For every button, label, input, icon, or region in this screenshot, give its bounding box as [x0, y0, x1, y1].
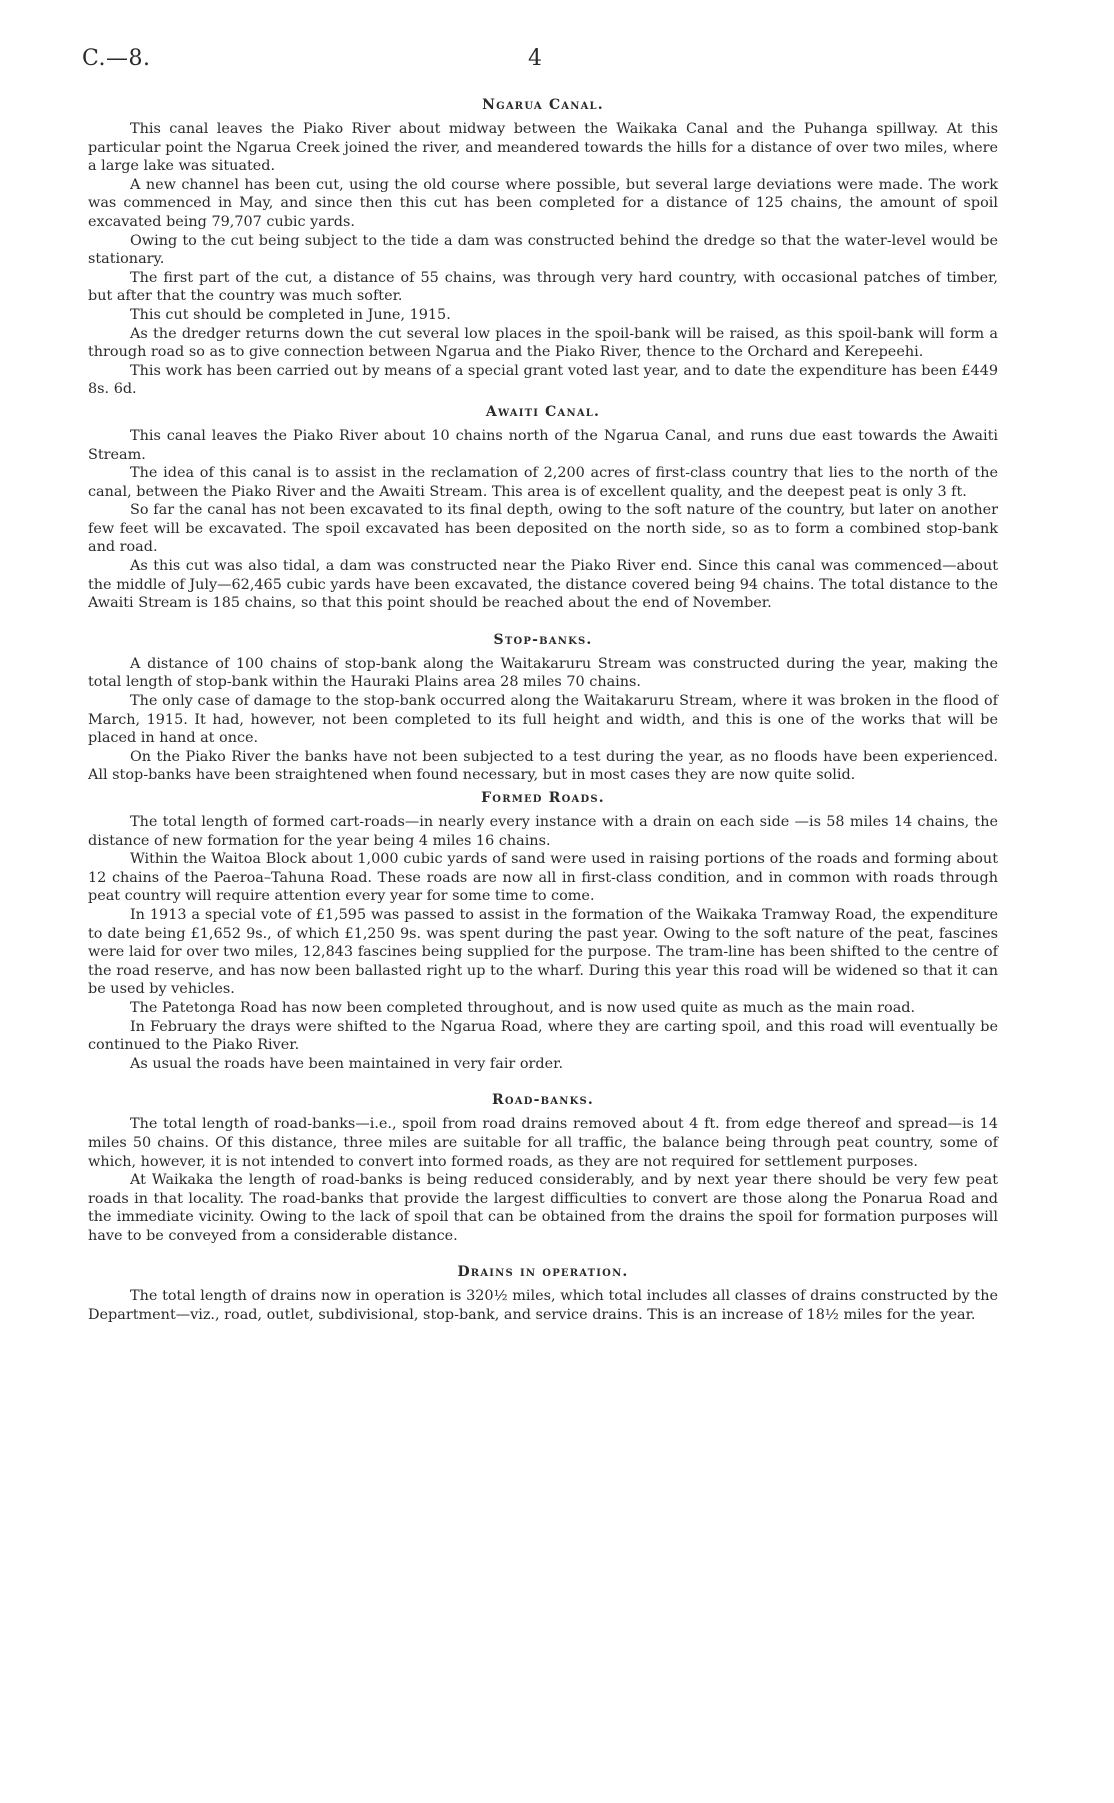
paragraph: The first part of the cut, a distance of 55 chains, was through very hard country, with occasional patches of timber, but after that the country was much softer.	[88, 269, 998, 305]
running-header	[74, 46, 1040, 76]
paragraph: This canal leaves the Piako River about 10 chains north of the Ngarua Canal, and runs due east towards the Awaiti Stream.	[88, 427, 998, 463]
paragraph: The total length of road-banks—i.e., spoil from road drains removed about 4 ft. from edge thereof and spread—is 14 miles 50 chains. Of this distance, three miles are suitable for all traffic, the balance being through peat country, some of which, however, it is not intended to convert into formed roads, as they are not required for settlement purposes.	[88, 1116, 998, 1170]
section-drains-in-operation	[88, 1263, 998, 1324]
section-heading: Road-banks.	[492, 1092, 594, 1109]
paragraph: This work has been carried out by means of a special grant voted last year, and to date the expenditure has been £449 8s. 6d.	[88, 362, 998, 398]
section-stop-banks	[88, 631, 998, 785]
paragraph: As usual the roads have been maintained in very fair order.	[130, 1055, 564, 1072]
paragraph: As the dredger returns down the cut several low places in the spoil-bank will be raised, as this spoil-bank will form a through road so as to give connection between Ngarua and the Piako River, thence to the Orchard and Kerepeehi.	[88, 325, 998, 361]
paragraph: The total length of formed cart-roads—in nearly every instance with a drain on each side —is 58 miles 14 chains, the distance of new formation for the year being 4 miles 16 chains.	[88, 814, 998, 849]
section-ngarua-canal	[88, 96, 998, 399]
paragraph: Within the Waitoa Block about 1,000 cubic yards of sand were used in raising portions of the roads and forming about 12 chains of the Paeroa–Tahuna Road. These roads are now all in first-class condition, and in common with roads through peat country will require attention every year for some time to come.	[88, 851, 998, 905]
paragraph: The only case of damage to the stop-bank occurred along the Waitakaruru Stream, where it was broken in the flood of March, 1915. It had, however, not been completed to its full height and width, and this is one of the works that will be placed in hand at once.	[88, 693, 998, 747]
paragraph: This canal leaves the Piako River about midway between the Waikaka Canal and the Puhanga spillway. At this particular point the Ngarua Creek joined the river, and meandered towards the hills for a distance of over two miles, where a large lake was situated.	[88, 121, 998, 175]
section-heading: Drains in operation.	[457, 1264, 629, 1281]
section-heading: Formed Roads.	[481, 790, 605, 806]
page-number: 4	[528, 46, 543, 71]
paragraph: Owing to the cut being subject to the tide a dam was constructed behind the dredge so that the water-level would be stationary.	[88, 232, 998, 268]
paragraph: So far the canal has not been excavated to its final depth, owing to the soft nature of the country, but later on another few feet will be excavated. The spoil excavated has been deposited on the north side, so as to form a combined stop-bank and road.	[88, 502, 998, 556]
paragraph: On the Piako River the banks have not been subjected to a test during the year, as no floods have been experienced. All stop-banks have been straightened when found necessary, but in most cases they are now quite solid.	[88, 748, 998, 784]
paragraph: In 1913 a special vote of £1,595 was passed to assist in the formation of the Waikaka Tramway Road, the expenditure to date being £1,652 9s., of which £1,250 9s. was spent during the past year. Owing to the soft nature of the peat, fascines were laid for over two miles, 12,843 fascines being supplied for the purpose. The tram-line has been shifted to the centre of the road reserve, and has now been ballasted right up to the wharf. During this year this road will be widened so that it can be used by vehicles.	[88, 906, 998, 998]
paragraph: A new channel has been cut, using the old course where possible, but several large deviations were made. The work was commenced in May, and since then this cut has been completed for a distance of 125 chains, the amount of spoil excavated being 79,707 cubic yards.	[88, 176, 998, 230]
paragraph: The Patetonga Road has now been completed throughout, and is now used quite as much as the main road.	[130, 999, 916, 1016]
section-formed-roads	[88, 789, 998, 1073]
section-heading: Stop-banks.	[493, 631, 593, 648]
paragraph: As this cut was also tidal, a dam was constructed near the Piako River end. Since this canal was commenced—about the middle of July—62,465 cubic yards have been excavated, the distance covered being 94 chains. The total distance to the Awaiti Stream is 185 chains, so that this point should be reached about the end of November.	[88, 558, 998, 612]
report-code: C.—8.	[82, 46, 151, 71]
section-heading: Ngarua Canal.	[482, 97, 604, 113]
body-text	[88, 96, 998, 1325]
section-awaiti-canal	[88, 403, 998, 613]
paragraph: This cut should be completed in June, 1915.	[130, 306, 451, 323]
section-heading: Awaiti Canal.	[485, 403, 601, 420]
paragraph: The total length of drains now in operation is 320½ miles, which total includes all classes of drains constructed by the Department—viz., road, outlet, subdivisional, stop-bank, and service drains. This is an increase of 18½ miles for the year.	[88, 1288, 998, 1324]
paragraph: At Waikaka the length of road-banks is being reduced considerably, and by next year there should be very few peat roads in that locality. The road-banks that provide the largest difficulties to convert are those along the Ponarua Road and the immediate vicinity. Owing to the lack of spoil that can be obtained from the drains the spoil for formation purposes will have to be conveyed from a considerable distance.	[88, 1172, 998, 1244]
paragraph: In February the drays were shifted to the Ngarua Road, where they are carting spoil, and this road will eventually be continued to the Piako River.	[88, 1018, 998, 1054]
paragraph: A distance of 100 chains of stop-bank along the Waitakaruru Stream was constructed during the year, making the total length of stop-bank within the Hauraki Plains area 28 miles 70 chains.	[88, 655, 998, 691]
paragraph: The idea of this canal is to assist in the reclamation of 2,200 acres of first-class country that lies to the north of the canal, between the Piako River and the Awaiti Stream. This area is of excellent quality, and the deepest peat is only 3 ft.	[88, 465, 998, 500]
section-road-banks	[88, 1091, 998, 1245]
